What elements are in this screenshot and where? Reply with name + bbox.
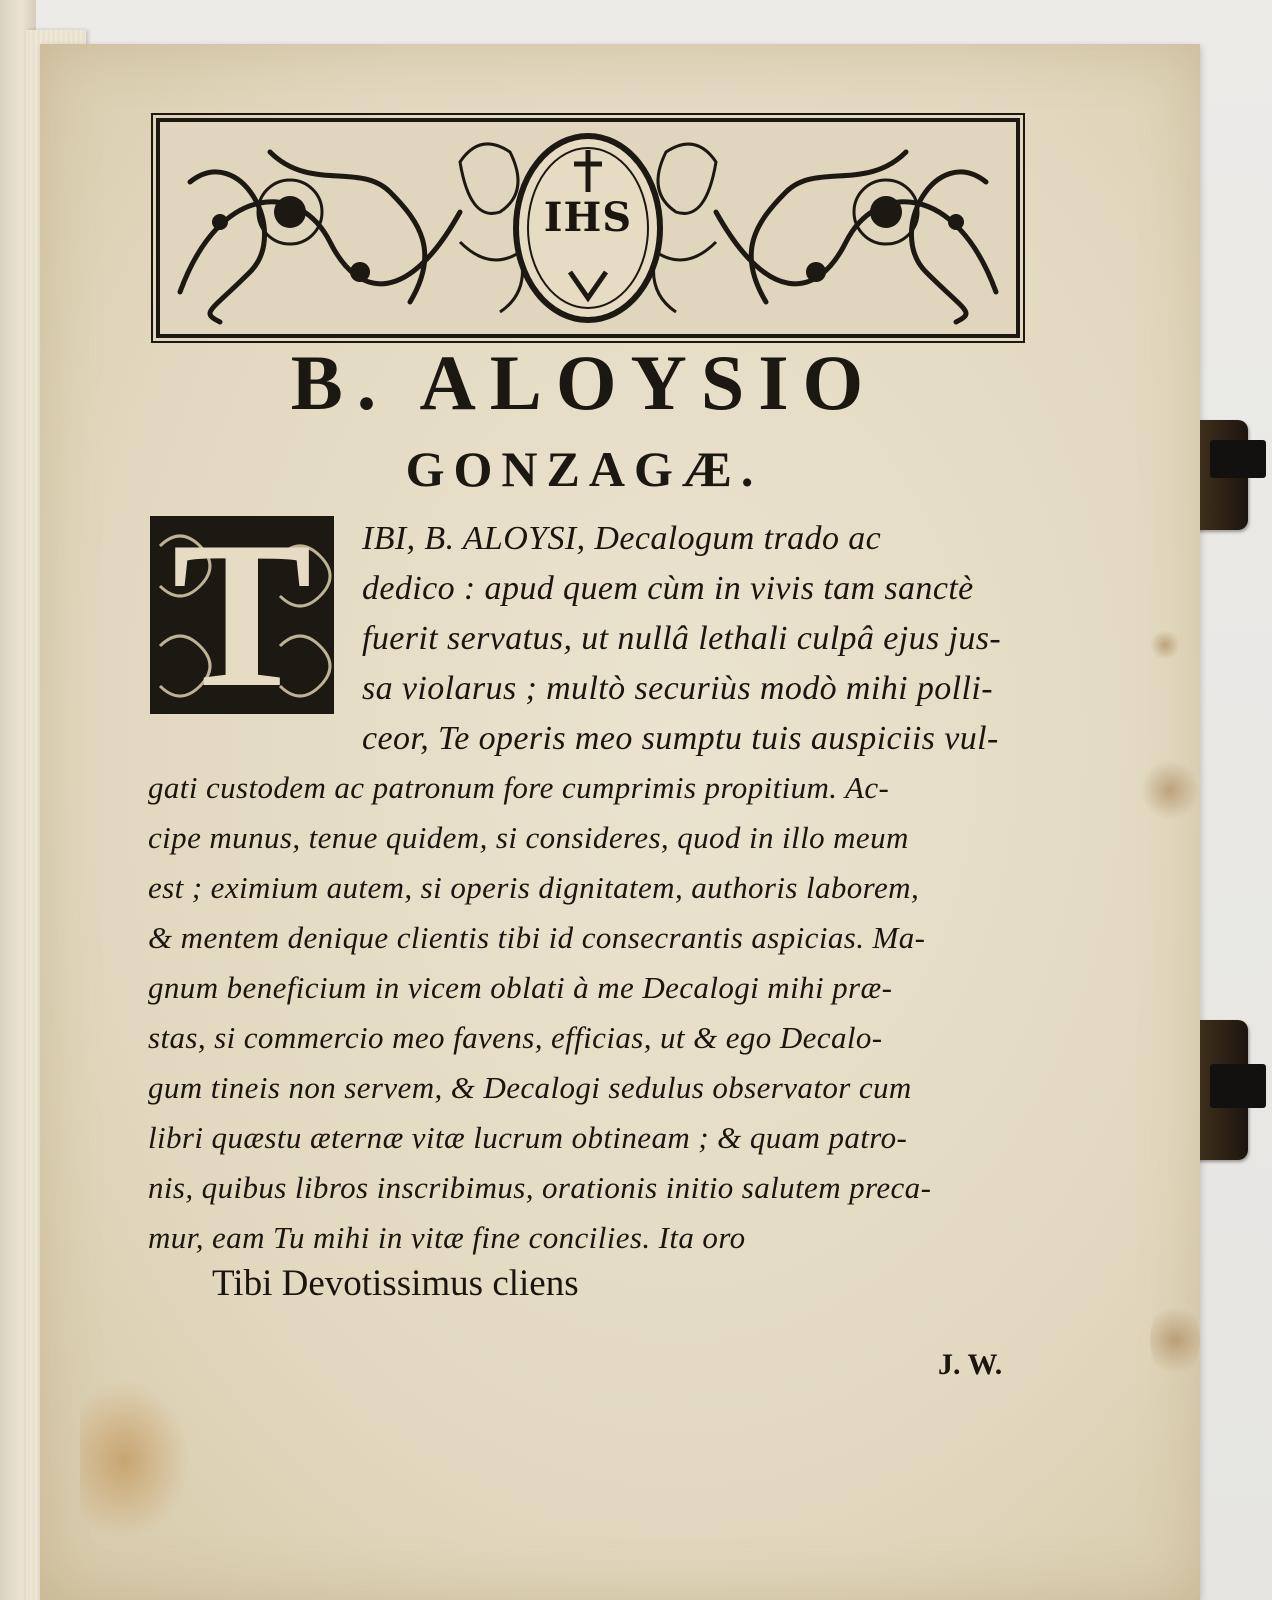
- upper-clasp-band: [1210, 440, 1266, 478]
- text-line: gati custodem ac patronum fore cumprimis propitium. Ac-: [148, 770, 890, 805]
- text-line: nis, quibus libros inscribimus, orationis initio salutem preca-: [148, 1170, 932, 1205]
- water-stain: [80, 1380, 190, 1540]
- text-line: mur, eam Tu mihi in vitæ fine concilies. Ita oro: [148, 1220, 746, 1255]
- text-line: gnum beneficium in vicem oblati à me Decalogi mihi præ-: [148, 970, 893, 1005]
- text-line: cipe munus, tenue quidem, si consideres, quod in illo meum: [148, 820, 909, 855]
- ornamental-headpiece: [156, 118, 1020, 338]
- ihs-monogram: IHS: [543, 194, 633, 241]
- dropcap-letter: T: [171, 516, 313, 714]
- text-line: stas, si commercio meo favens, efficias, ut & ego Decalo-: [148, 1020, 883, 1055]
- lower-clasp-band: [1210, 1064, 1266, 1108]
- heading-line-2: GONZAGÆ.: [405, 441, 763, 497]
- decorated-initial: [150, 516, 334, 714]
- text-line: est ; eximium autem, si operis dignitatem, authoris laborem,: [148, 870, 920, 905]
- text-line: dedico : apud quem cùm in vivis tam sanctè: [362, 570, 974, 607]
- text-line: sa violarus ; multò securiùs modò mihi polli-: [362, 670, 993, 707]
- author-initials: J. W.: [938, 1348, 1003, 1381]
- signature-line: Tibi Devotissimus cliens: [212, 1263, 579, 1304]
- text-line: & mentem denique clientis tibi id consecrantis aspicias. Ma-: [148, 920, 926, 955]
- text-line: IBI, B. ALOYSI, Decalogum trado ac: [362, 520, 882, 557]
- text-line: ceor, Te operis meo sumptu tuis auspiciis vul-: [362, 720, 999, 757]
- heading-line-1: B. ALOYSIO: [290, 339, 878, 426]
- text-line: libri quæstu æternæ vitæ lucrum obtineam ; & quam patro-: [148, 1120, 908, 1155]
- text-line: fuerit servatus, ut nullâ lethali culpâ ejus jus-: [362, 620, 1002, 657]
- text-line: gum tineis non servem, & Decalogi sedulus observator cum: [148, 1070, 912, 1105]
- foxing-stain: [1150, 1300, 1200, 1380]
- foxing-stain: [1150, 630, 1180, 660]
- foxing-stain: [1140, 760, 1200, 820]
